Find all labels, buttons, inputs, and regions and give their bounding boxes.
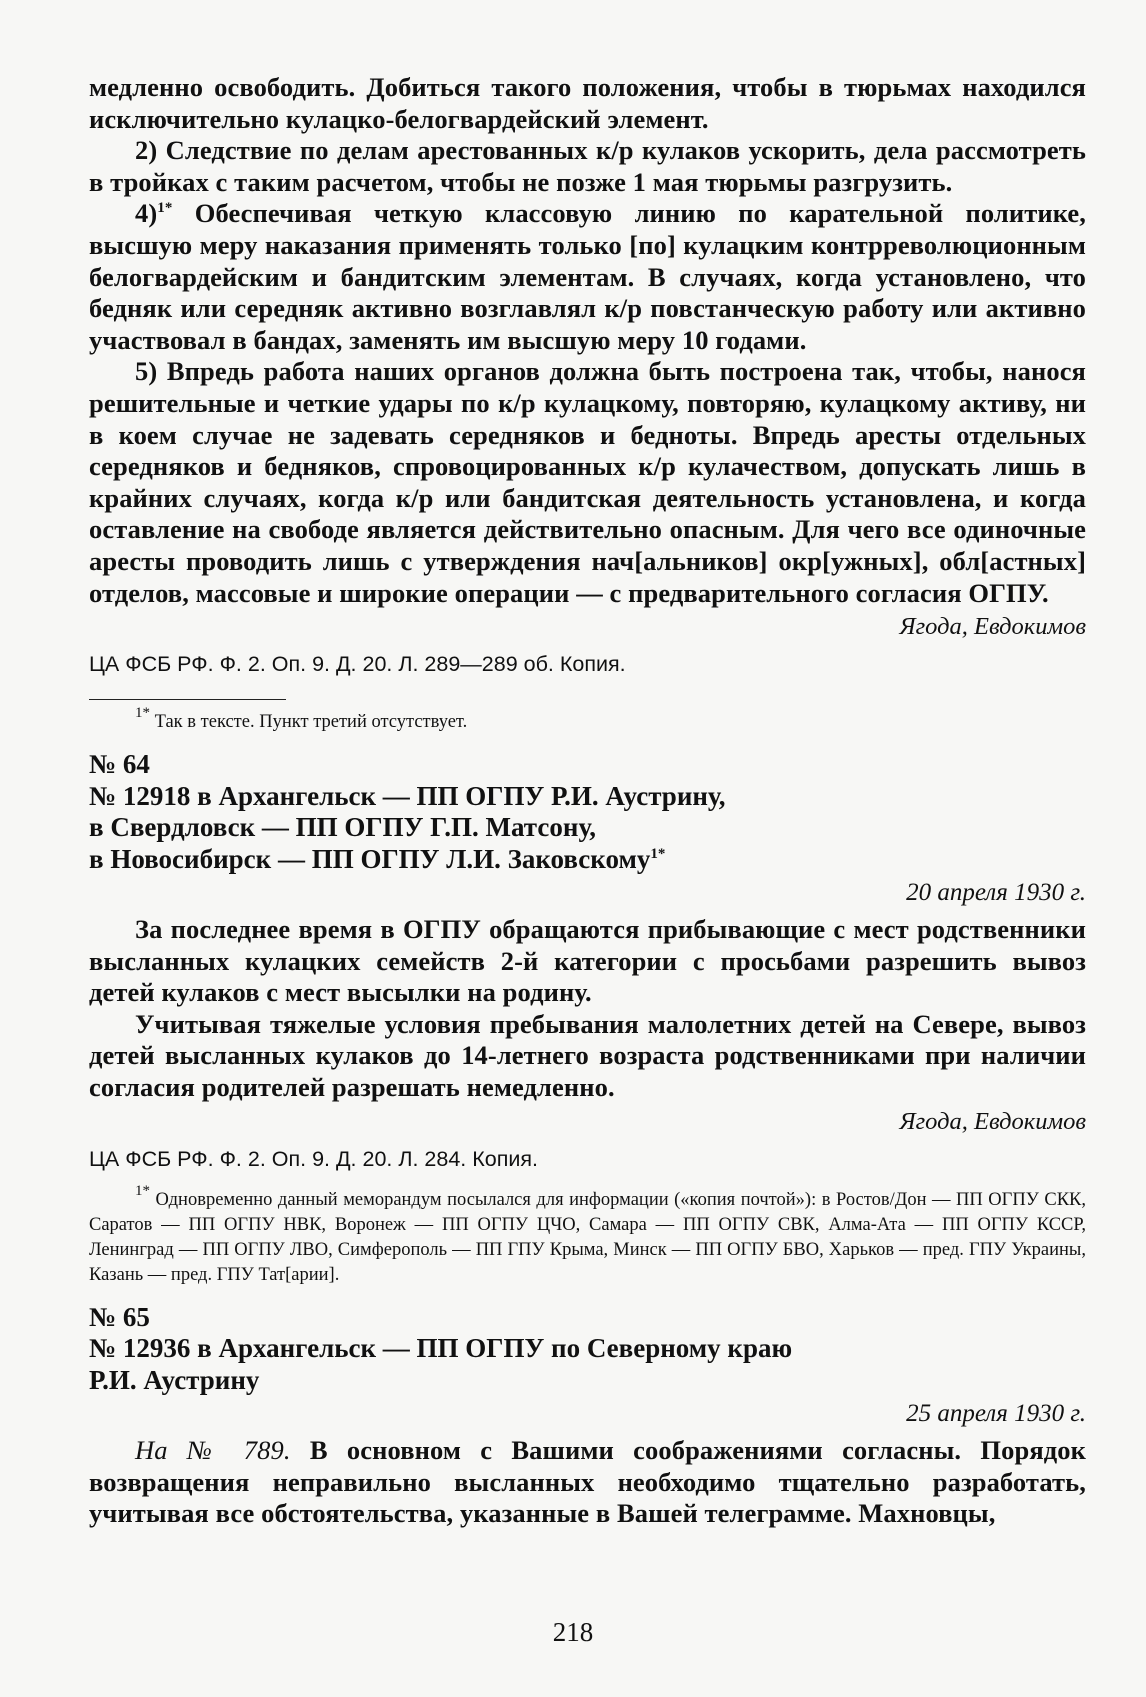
archive-reference: ЦА ФСБ РФ. Ф. 2. Оп. 9. Д. 20. Л. 289—289 об. Копия. <box>89 652 626 677</box>
footnote-marker: 1* <box>135 1182 150 1199</box>
paragraph-continuation: медленно освободить. Добиться такого положения, чтобы в тюрьмах находился исключительно кулацко-белогвардейский элемент. <box>89 72 1086 134</box>
point-4-text: Обеспечивая четкую классовую линию по карательной политике, высшую меру наказания применять только [по] кулацким контрреволюционным белогвардейским и бандитским элементам. В случаях, когда установлено, что бедняк или середняк активно возглавлял к/р повстанческую работу или активно участвовал в бандах, заменять им высшую меру 10 годами. <box>89 198 1086 355</box>
document-number: № 64 <box>89 749 150 780</box>
document-heading-line: в Новосибирск — ПП ОГПУ Л.И. Заковскому$^{1*}$ <box>89 843 666 874</box>
signature: Ягода, Евдокимов <box>899 613 1086 641</box>
document-heading-line: в Свердловск — ПП ОГПУ Г.П. Матсону, <box>89 812 596 843</box>
document-page <box>89 72 1086 1530</box>
page-number: 218 <box>552 1617 594 1647</box>
paragraph: Учитывая тяжелые условия пребывания малолетних детей на Севере, вывоз детей высланных кулаков до 14-летнего возраста родственниками при наличии согласия родителей разрешать немедленно. <box>89 1008 1086 1103</box>
document-heading-line: № 12918 в Архангельск — ПП ОГПУ Р.И. Аустрину, <box>89 780 726 811</box>
paragraph-point-5: 5) Впредь работа наших органов должна быть построена так, чтобы, нанося решительные и четкие удары по к/р кулацкому, повторяю, кулацкому активу, ни в коем случае не задевать середняков и бедноты. Впредь аресты отдельных середняков и бедняков, спровоцированных к/р кулачеством, допускать лишь в крайних случаях, когда к/р или бандитская деятельность установлена, и когда оставление на свободе является действительно опасным. Для чего все одиночные аресты проводить лишь с утверждения нач[альников] окр[ужных], обл[астных] отделов, массовые и широкие операции — с предварительного согласия ОГПУ. <box>89 356 1086 608</box>
footnote-marker: 1* <box>157 200 173 217</box>
paragraph: За последнее время в ОГПУ обращаются прибывающие с мест родственники высланных кулацких семейств 2-й категории с просьбами разрешить вывоз детей кулаков с мест высылки на родину. <box>89 914 1086 1008</box>
paragraph-point-4 <box>89 198 1086 356</box>
paragraph-point-2: 2) Следствие по делам арестованных к/р кулаков ускорить, дела рассмотреть в тройках с таким расчетом, чтобы не позже 1 мая тюрьмы разгрузить. <box>89 135 1086 197</box>
footnote-marker: 1* <box>650 845 666 862</box>
paragraph: На № 789. В основном с Вашими соображениями согласны. Порядок возвращения неправильно высланных необходимо тщательно разработать, учитывая все обстоятельства, указанные в Вашей телеграмме. Махновцы, <box>89 1435 1086 1529</box>
footnote: $^{1*}$ Одновременно данный меморандум посылался для информации («копия почтой»): в Ростов/Дон — ПП ОГПУ СКК, Саратов — ПП ОГПУ НВК, Воронеж — ПП ОГПУ ЦЧО, Самара — ПП ОГПУ СВК, Алма-Ата — ПП ОГПУ КССР, Ленинград — ПП ОГПУ ЛВО, Симферополь — ПП ГПУ Крыма, Минск — ПП ОГПУ БВО, Харьков — пред. ГПУ Украины, Казань — пред. ГПУ Тат[арии]. <box>89 1182 1086 1285</box>
footnote-divider <box>89 699 286 700</box>
document-heading-line: № 12936 в Архангельск — ПП ОГПУ по Северному краю <box>89 1333 793 1364</box>
document-heading-line: Р.И. Аустрину <box>89 1364 260 1395</box>
document-number: № 65 <box>89 1301 150 1332</box>
archive-reference: ЦА ФСБ РФ. Ф. 2. Оп. 9. Д. 20. Л. 284. Копия. <box>89 1146 538 1171</box>
footnote: $^{1*}$ Так в тексте. Пункт третий отсутствует. <box>135 705 468 733</box>
document-date: 25 апреля 1930 г. <box>906 1400 1086 1428</box>
document-date: 20 апреля 1930 г. <box>906 879 1086 907</box>
point-4-number: 4) <box>135 198 158 229</box>
reference-italic: На № 789. <box>135 1435 291 1466</box>
signature: Ягода, Евдокимов <box>899 1107 1086 1135</box>
footnote-marker: 1* <box>135 705 150 722</box>
